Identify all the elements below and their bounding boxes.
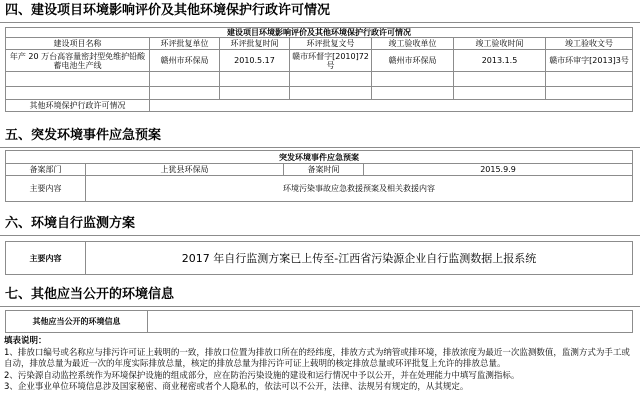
emergency-content-label: 主要内容 xyxy=(6,176,86,202)
env-impact-table xyxy=(5,27,633,112)
table-cell xyxy=(150,72,220,87)
note-item: 3、企业事业单位环境信息涉及国家秘密、商业秘密或者个人隐私的，依法可以不公开，法律、法规另有规定的，从其规定。 xyxy=(4,382,469,392)
other-info-label: 其他应当公开的环境信息 xyxy=(6,311,148,333)
table-cell xyxy=(6,72,150,87)
cell-approval-unit: 赣州市环保局 xyxy=(150,50,220,72)
section-5-heading: 五、突发环境事件应急预案 xyxy=(0,125,640,148)
table-cell xyxy=(546,72,633,87)
table-cell xyxy=(290,72,372,87)
note-item: 2、污染源自动监控系统作为环境保护设施的组成部分，应在防治污染设施的建设和运行情况中予以公开，并在处理能力中填写监测指标。 xyxy=(4,370,520,381)
emergency-plan-table xyxy=(5,150,633,202)
table-cell xyxy=(220,87,290,100)
self-monitoring-table xyxy=(5,241,633,275)
monitoring-content-value: 2017 年自行监测方案已上传至-江西省污染源企业自行监测数据上报系统 xyxy=(86,242,633,275)
emergency-content-value: 环境污染事故应急救援预案及相关救援内容 xyxy=(86,176,633,202)
filing-time-value: 2015.9.9 xyxy=(364,164,633,176)
cell-project-name: 年产 20 万台高容量密封型免维护铅酸蓄电池生产线 xyxy=(6,50,150,72)
table-row xyxy=(6,72,633,87)
other-info-table xyxy=(5,310,633,333)
table-cell xyxy=(546,87,633,100)
header-project-name: 建设项目名称 xyxy=(6,38,150,50)
table-cell xyxy=(290,87,372,100)
note-item: 1、排放口编号或名称应与排污许可证上载明的一致，排放口位置为排放口所在的经纬度，排放方式为纳管或排环境，排放浓度为最近一次监测数值，监测方式为手工或自动，排放总量为最近一次的年度实际排放总量，核定的排放总量为排污许可证上载明的核定排放总量或环评批复上允许的排放总量。 xyxy=(4,347,630,369)
filing-time-label: 备案时间 xyxy=(284,164,364,176)
other-permit-label: 其他环境保护行政许可情况 xyxy=(6,100,150,112)
other-info-value xyxy=(148,311,633,333)
table-row xyxy=(6,50,633,72)
cell-acceptance-time: 2013.1.5 xyxy=(454,50,546,72)
form-notes xyxy=(4,336,636,394)
table-cell xyxy=(6,87,150,100)
section-4-heading: 四、建设项目环境影响评价及其他环境保护行政许可情况 xyxy=(0,0,640,23)
filing-dept-label: 备案部门 xyxy=(6,164,86,176)
section-6-heading: 六、环境自行监测方案 xyxy=(0,213,640,236)
header-acceptance-number: 竣工验收文号 xyxy=(546,38,633,50)
other-permit-value xyxy=(150,100,633,112)
header-approval-number: 环评批复文号 xyxy=(290,38,372,50)
cell-approval-time: 2010.5.17 xyxy=(220,50,290,72)
table-row xyxy=(6,87,633,100)
header-acceptance-time: 竣工验收时间 xyxy=(454,38,546,50)
cell-acceptance-unit: 赣州市环保局 xyxy=(372,50,454,72)
table-cell xyxy=(454,87,546,100)
table-cell xyxy=(454,72,546,87)
table-cell xyxy=(220,72,290,87)
table-cell xyxy=(372,72,454,87)
monitoring-content-label: 主要内容 xyxy=(6,242,86,275)
header-approval-time: 环评批复时间 xyxy=(220,38,290,50)
section-7-heading: 七、其他应当公开的环境信息 xyxy=(0,284,640,307)
emergency-plan-table-title: 突发环境事件应急预案 xyxy=(6,151,633,164)
cell-approval-number: 赣市环督字[2010]72号 xyxy=(290,50,372,72)
table-cell xyxy=(372,87,454,100)
notes-title: 填表说明： xyxy=(4,336,47,346)
cell-acceptance-number: 赣市环审字[2013]3号 xyxy=(546,50,633,72)
header-approval-unit: 环评批复单位 xyxy=(150,38,220,50)
env-impact-table-title: 建设项目环境影响评价及其他环境保护行政许可情况 xyxy=(6,28,633,38)
table-cell xyxy=(150,87,220,100)
filing-dept-value: 上犹县环保局 xyxy=(86,164,284,176)
header-acceptance-unit: 竣工验收单位 xyxy=(372,38,454,50)
